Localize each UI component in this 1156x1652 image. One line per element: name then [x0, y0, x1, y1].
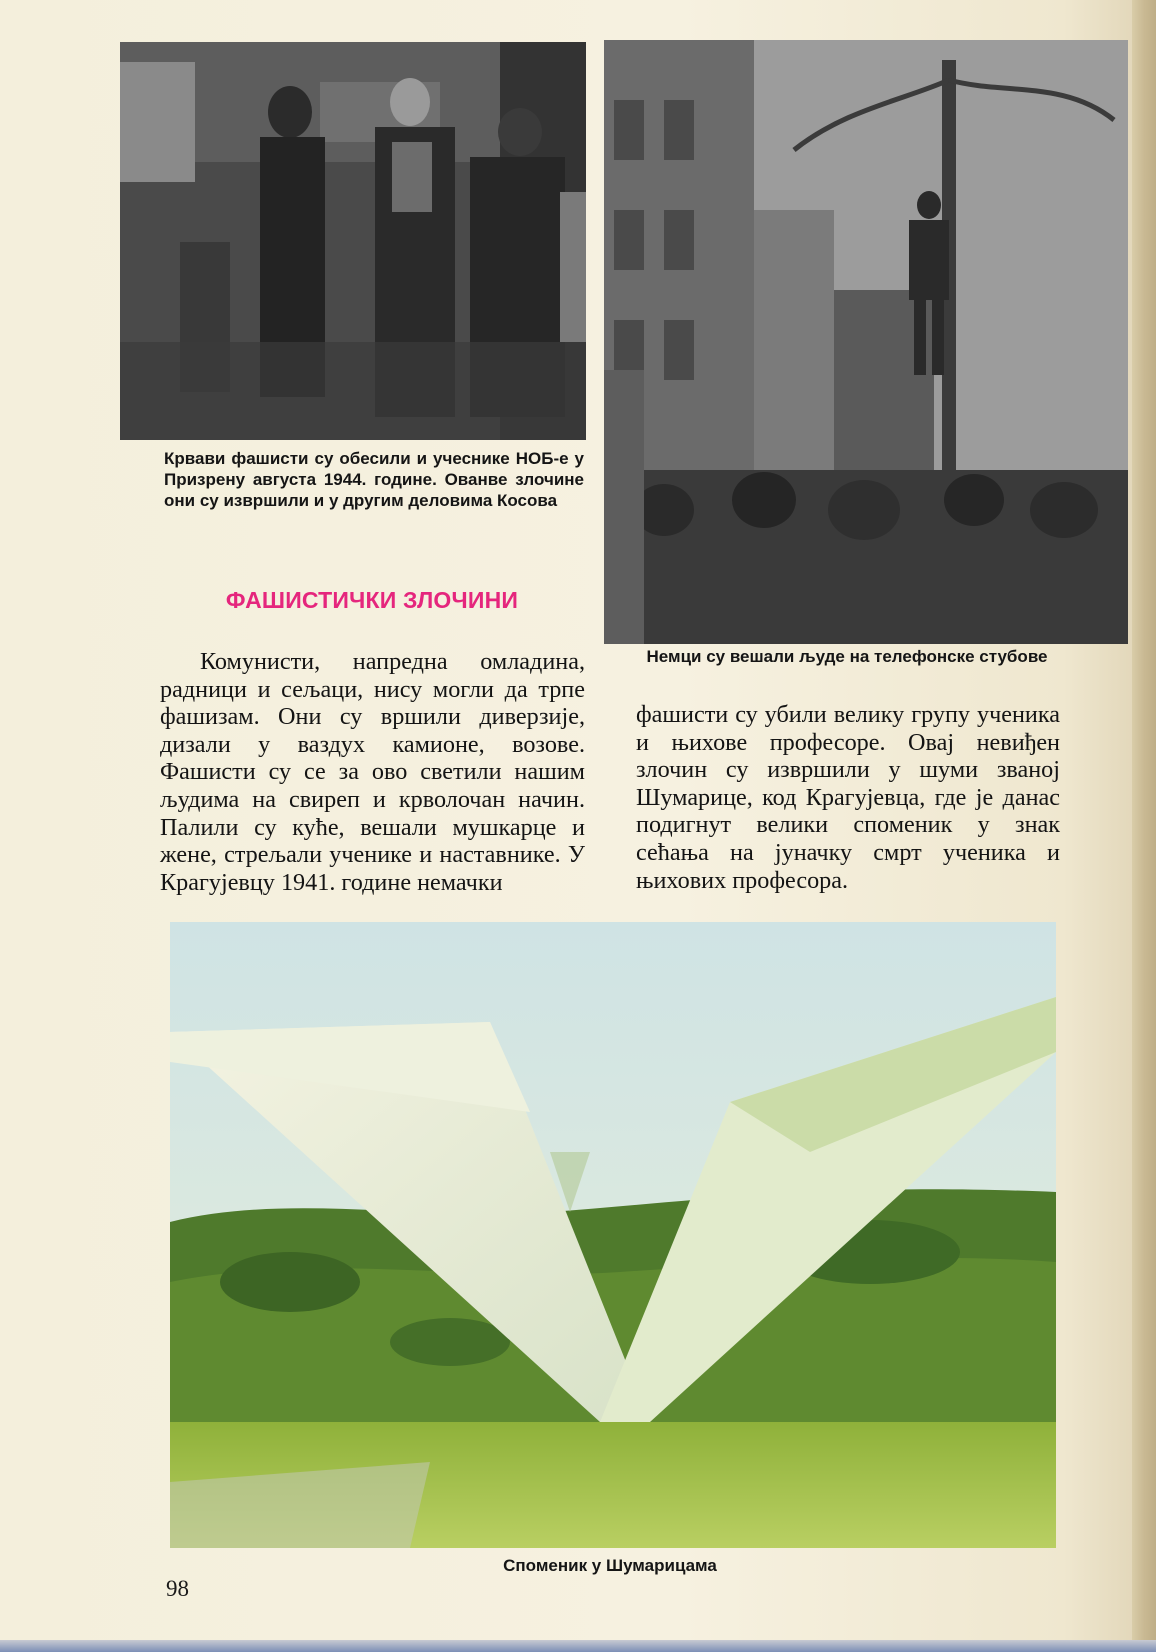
photo-street-hanging	[604, 40, 1128, 644]
body-text-column-left: Комунисти, напредна омладина, радници и сељаци, нису могли да трпе фашизам. Они су вршили диверзије, дизали у ваздух камионе, возове. Фашисти су се за ово светили нашим људима на свиреп и крволочан начин. Палили су куће, вешали мушкарце и жене, стрељали ученике и наставнике. У Крагујевцу 1941. године немачки	[160, 648, 585, 896]
photo-sumarice-monument	[170, 922, 1056, 1548]
caption-photo-street: Немци су вешали људе на телефонске стубове	[646, 647, 1048, 666]
section-title: ФАШИСТИЧКИ ЗЛОЧИНИ	[225, 587, 519, 613]
photo-prizren-hanging	[120, 42, 586, 440]
body-text-column-right: фашисти су убили велику групу ученика и њихове професоре. Овај невиђен злочин су извршили у шуми званој Шумарице, код Крагујевца, где је данас подигнут велики споменик у знак сећања на јуначку смрт ученика и њихових професора.	[636, 701, 1060, 894]
page-number: 98	[166, 1576, 189, 1601]
caption-photo-prizren: Крвави фашисти су обесили и учеснике НОБ-е у Призрену августа 1944. године. Ованве злочине они су извршили и у другим деловима Косова	[164, 449, 584, 510]
caption-photo-monument: Споменик у Шумарицама	[503, 1556, 717, 1575]
scan-bottom-edge	[0, 1640, 1156, 1652]
book-spine-edge	[1132, 0, 1156, 1652]
